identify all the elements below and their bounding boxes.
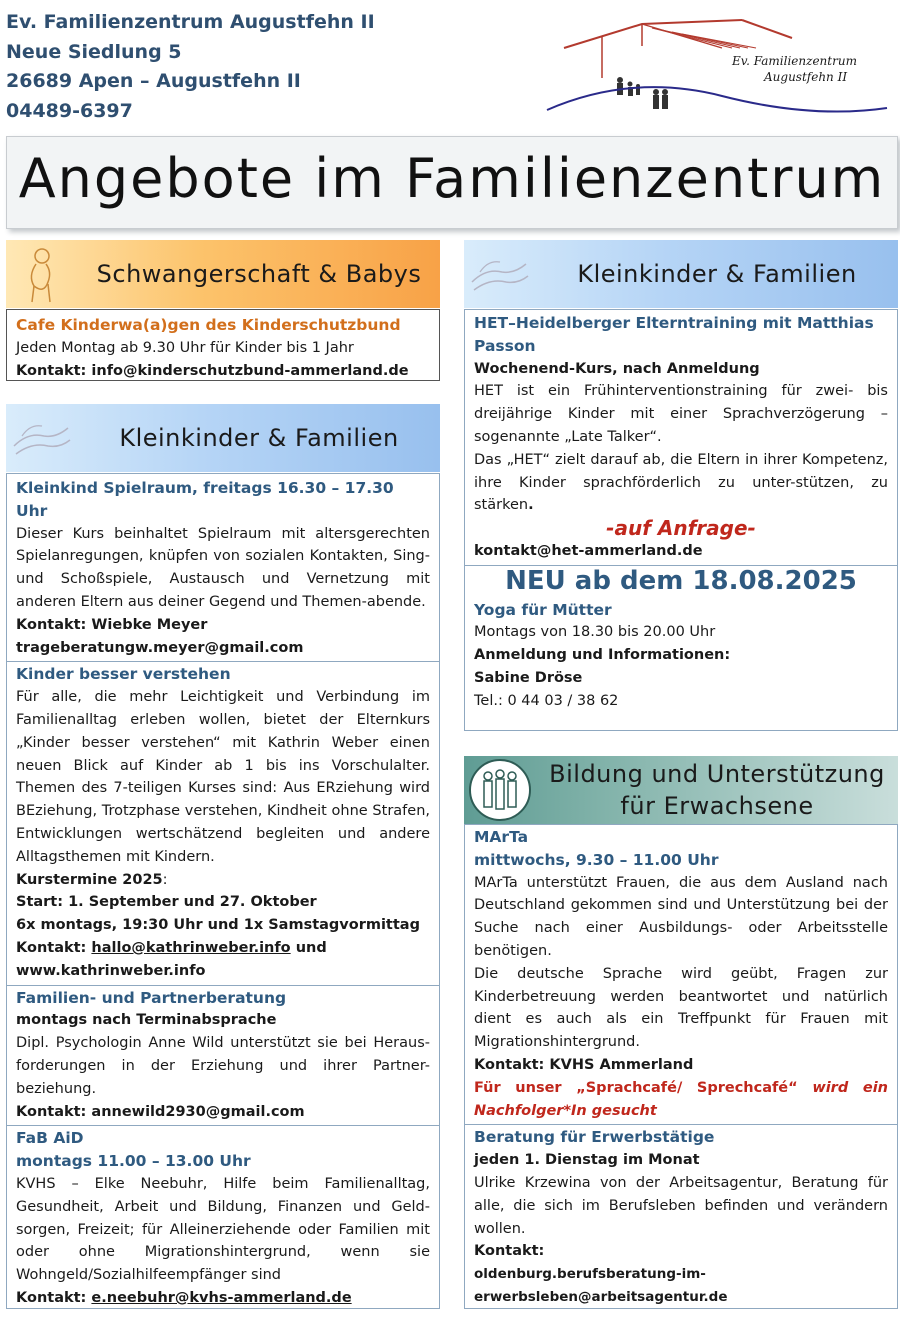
erwerb-contact-label: Kontakt:: [474, 1243, 545, 1260]
erwerb-text: Ulrike Krzewina von der Arbeitsagentur, Beratung für alle, die sich im Berufsleben befinden und verändern wollen.: [474, 1174, 888, 1237]
section-partnerberatung: [7, 985, 439, 1126]
banner-adults-line2: für Erwachsene: [620, 792, 814, 820]
yoga-phone: Tel.: 0 44 03 / 38 62: [474, 692, 619, 709]
yoga-new-badge: NEU ab dem 18.08.2025: [505, 565, 857, 596]
fab-text: KVHS – Elke Neebuhr, Hilfe beim Familienalltag, Gesundheit, Arbeit und Bildung, Finanzen und Geld-sorgen, Freizeit; für Alleinerziehende oder Familien mit oder ohne Migrationshintergrund, wenn sie Wohngeld/Sozialhilfeempfänger sind: [16, 1175, 430, 1284]
het-contact: kontakt@het-ammerland.de: [474, 542, 703, 559]
marta-sub: mittwochs, 9.30 – 11.00 Uhr: [474, 850, 719, 869]
fab-sub: montags 11.00 – 13.00 Uhr: [16, 1152, 251, 1171]
yoga-contact-name: Sabine Dröse: [474, 669, 583, 686]
box-cafe-kinderwagen: [6, 309, 440, 381]
section-erwerbstaetige: [465, 1124, 897, 1310]
center-address: [6, 8, 375, 126]
pregnant-woman-icon: [8, 242, 76, 306]
cafe-contact: Kontakt: info@kinderschutzbund-ammerland.de: [16, 362, 409, 379]
verstehen-text: Für alle, die mehr Leichtigkeit und Verbindung im Familienalltag erleben wollen, bietet der Elternkurs „Kinder besser verstehen“ mit Kathrin Weber einen neuen Blick auf Kinder ab 1 bis ins Vorschulalter. Themen des 7-teiligen Kurses sind: Aus ERziehung wird BEziehung, Trotzphase verstehen, Kindheit ohne Strafen, Entwicklungen wertschätzend begleiten und andere Alltagsthemen mit Kindern.: [16, 689, 430, 865]
verstehen-heading: Kinder besser verstehen: [16, 665, 231, 684]
fab-contact-prefix: Kontakt:: [16, 1289, 92, 1306]
box-toddlers-right: [464, 309, 898, 731]
erwerb-email-line2: erwerbsleben@arbeitsagentur.de: [474, 1288, 728, 1305]
verstehen-start: Start: 1. September und 27. Oktober: [16, 894, 317, 911]
spielraum-heading: Kleinkind Spielraum, freitags 16.30 – 17.30 Uhr: [16, 479, 394, 520]
cafe-heading: Cafe Kinderwa(a)gen des Kinderschutzbund: [16, 316, 401, 334]
section-yoga: [465, 565, 897, 715]
erwerb-email-line1: oldenburg.berufsberatung-im-: [474, 1266, 706, 1283]
het-sub: Wochenend-Kurs, nach Anmeldung: [474, 360, 760, 377]
yoga-heading: Yoga für Mütter: [474, 600, 612, 619]
het-text2: Das „HET“ zielt darauf ab, die Eltern in ihrer Kompetenz, ihre Kinder sprachförderlich zu unter-stützen, zu stärken: [474, 451, 888, 514]
center-logo: [542, 18, 892, 118]
marta-sprachcafe: Für unser „Sprachcafé/ Sprechcafé“: [474, 1079, 798, 1096]
center-name: Ev. Familienzentrum Augustfehn II: [6, 11, 375, 33]
marta-text2: Die deutsche Sprache wird geübt, Fragen zur Kinderbetreuung werden beantwortet und natürlich dient es auch als ein Treffpunkt für Frauen mit Migrationshintergrund.: [474, 965, 888, 1051]
marta-nachfolger: wird ein Nachfolger*In gesucht: [474, 1079, 888, 1119]
section-het: [465, 310, 897, 565]
banner-toddlers-left: [6, 404, 440, 472]
verstehen-termine-label: Kurstermine 2025: [16, 871, 163, 888]
banner-adults: [464, 756, 898, 824]
section-fab-aid: [7, 1125, 439, 1311]
verstehen-contact-prefix: Kontakt:: [16, 939, 92, 956]
banner-adults-title: [544, 756, 890, 824]
yoga-time: Montags von 18.30 bis 20.00 Uhr: [474, 624, 716, 641]
section-marta: [465, 825, 897, 1124]
center-phone: 04489-6397: [6, 99, 133, 122]
page-title: Angebote im Familienzentrum: [18, 147, 886, 210]
marta-contact: Kontakt: KVHS Ammerland: [474, 1056, 694, 1073]
spielraum-contact-email: trageberatungw.meyer@gmail.com: [16, 639, 304, 656]
erwerb-sub: jeden 1. Dienstag im Monat: [474, 1152, 700, 1169]
logo-text-line2: Augustfehn II: [764, 70, 848, 84]
fab-contact-email-link[interactable]: e.neebuhr@kvhs-ammerland.de: [91, 1289, 352, 1306]
partner-sub: montags nach Terminabsprache: [16, 1012, 277, 1029]
center-street: Neue Siedlung 5: [6, 40, 182, 63]
marta-text1: MArTa unterstützt Frauen, die aus dem Ausland nach Deutschland gekommen sind und Unterstützung bei der Suche nach einer Ausbildungs- oder Arbeitsstelle benötigen.: [474, 874, 888, 959]
hands-icon: [8, 406, 76, 470]
title-box: [6, 136, 898, 229]
partner-contact: Kontakt: annewild2930@gmail.com: [16, 1103, 305, 1120]
verstehen-schedule: 6x montags, 19:30 Uhr und 1x Samstagvormittag: [16, 917, 420, 934]
verstehen-contact-und: und: [290, 939, 327, 956]
banner-toddlers-right: [464, 240, 898, 308]
verstehen-website: www.kathrinweber.info: [16, 962, 206, 979]
banner-toddlers-right-title: Kleinkinder & Familien: [577, 260, 857, 288]
erwerb-heading: Beratung für Erwerbstätige: [474, 1128, 715, 1147]
verstehen-contact-email-link[interactable]: hallo@kathrinweber.info: [91, 939, 291, 956]
logo-text-line1: Ev. Familienzentrum: [732, 54, 857, 68]
section-spielraum: [7, 474, 439, 661]
box-toddlers-left: [6, 473, 440, 1309]
partner-text: Dipl. Psychologin Anne Wild unterstützt sie bei Heraus-forderungen in der Erziehung und ihrer Partner-beziehung.: [16, 1035, 430, 1097]
banner-pregnancy: [6, 240, 440, 308]
het-anfrage: -auf Anfrage-: [606, 516, 756, 541]
banner-toddlers-left-title: Kleinkinder & Familien: [119, 424, 399, 452]
section-verstehen: [7, 661, 439, 984]
verstehen-termine-colon: :: [162, 871, 168, 888]
center-city: 26689 Apen – Augustfehn II: [6, 70, 301, 92]
banner-adults-line1: Bildung und Unterstützung: [549, 760, 885, 788]
people-icon: [466, 758, 534, 822]
cafe-time: Jeden Montag ab 9.30 Uhr für Kinder bis 1 Jahr: [16, 339, 354, 356]
hands-icon: [466, 242, 534, 306]
box-adults: [464, 824, 898, 1309]
banner-pregnancy-title: Schwangerschaft & Babys: [96, 260, 422, 288]
marta-heading: MArTa: [474, 828, 529, 846]
het-text1: HET ist ein Frühinterventionstraining für zwei- bis dreijährige Kinder mit einer Sprachverzögerung – sogenannte „Late Talker“.: [474, 383, 888, 445]
partner-heading: Familien- und Partnerberatung: [16, 988, 287, 1007]
fab-heading: FaB AiD: [16, 1129, 84, 1148]
het-text2-dot: .: [528, 497, 534, 514]
spielraum-text: Dieser Kurs beinhaltet Spielraum mit altersgerechten Spielanregungen, knüpfen von sozialen Kontakten, Sing- und Schoßspiele, Austausch und Vernetzung mit anderen Eltern aus deiner Gegend und Themen-abende.: [16, 525, 430, 610]
yoga-info-label: Anmeldung und Informationen:: [474, 647, 731, 664]
spielraum-contact-name: Kontakt: Wiebke Meyer: [16, 616, 208, 633]
het-heading: HET–Heidelberger Elterntraining mit Matthias Passon: [474, 314, 874, 355]
